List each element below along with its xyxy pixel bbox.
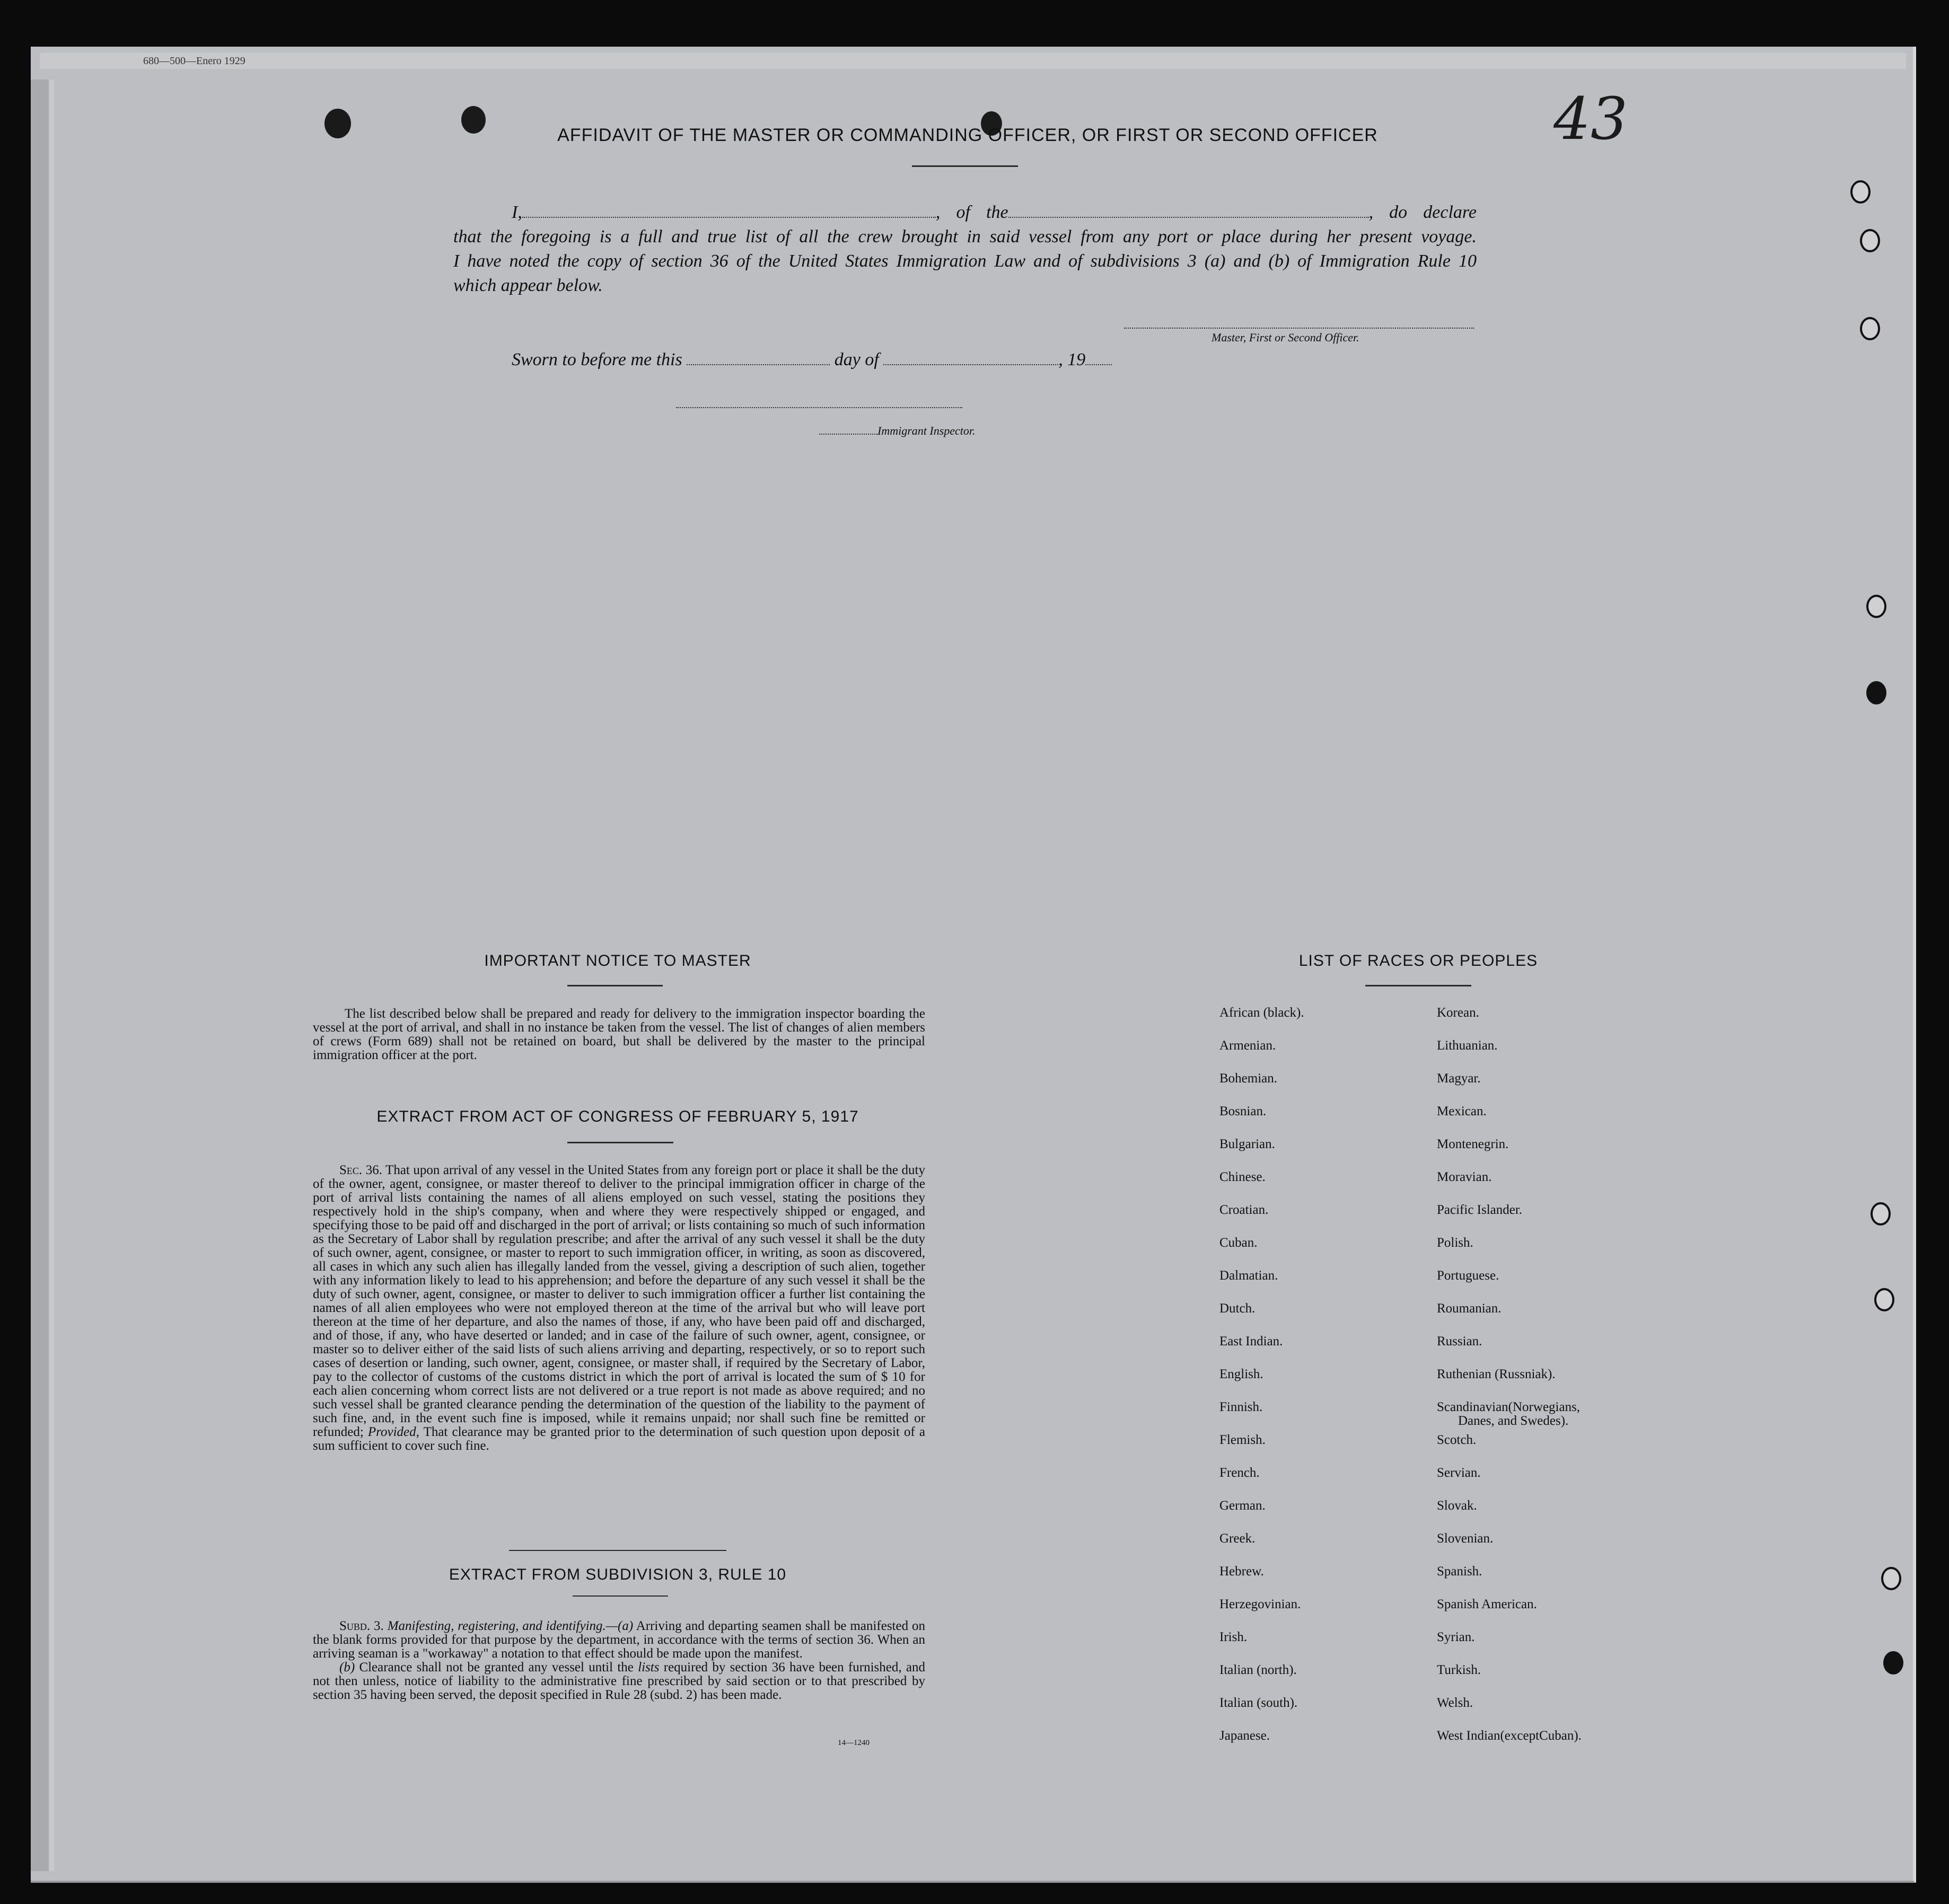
punch-hole-7	[1874, 1288, 1894, 1311]
affidavit-line-1: I, , of the , do declare	[512, 202, 1477, 222]
race-item: African (black).	[1219, 1006, 1304, 1020]
race-item: Dutch.	[1219, 1301, 1256, 1316]
races-title: LIST OF RACES OR PEOPLES	[1298, 952, 1538, 969]
race-item: Lithuanian.	[1437, 1038, 1498, 1053]
race-item: Moravian.	[1437, 1170, 1492, 1184]
affidavit-title-rule	[912, 165, 1018, 167]
punch-hole-1	[1850, 180, 1871, 204]
race-item: Italian (north).	[1219, 1663, 1297, 1677]
race-item: Turkish.	[1437, 1663, 1481, 1677]
race-item: Cuban.	[1219, 1236, 1258, 1250]
race-item: Servian.	[1437, 1466, 1481, 1480]
binder-hole-1	[324, 109, 351, 138]
race-item: Pacific Islander.	[1437, 1203, 1523, 1217]
race-item: Montenegrin.	[1437, 1137, 1509, 1151]
sworn-line: Sworn to before me this day of , 19	[512, 350, 1112, 370]
punch-hole-2	[1860, 229, 1880, 252]
race-item: East Indian.	[1219, 1334, 1283, 1348]
race-item: English.	[1219, 1367, 1263, 1381]
race-item: Irish.	[1219, 1630, 1248, 1644]
race-item: Armenian.	[1219, 1038, 1276, 1053]
race-item: Chinese.	[1219, 1170, 1266, 1184]
race-item: Scotch.	[1437, 1433, 1477, 1447]
race-item: French.	[1219, 1466, 1260, 1480]
affidavit-line-2: that the foregoing is a full and true list of all the crew brought in said vessel from any port or place during her present voyage.	[453, 227, 1477, 246]
race-item: Flemish.	[1219, 1433, 1266, 1447]
punch-hole-6	[1871, 1202, 1891, 1226]
punch-hole-9	[1883, 1651, 1903, 1674]
race-item: Korean.	[1437, 1006, 1479, 1020]
race-item: West Indian(exceptCuban).	[1437, 1729, 1582, 1743]
affidavit-line-4: which appear below.	[453, 276, 603, 295]
race-item: Dalmatian.	[1219, 1268, 1278, 1283]
race-item: Russian.	[1437, 1334, 1482, 1348]
form-code: 14—1240	[838, 1739, 870, 1747]
race-item: Scandinavian(Norwegians,	[1437, 1400, 1581, 1414]
race-item: Portuguese.	[1437, 1268, 1499, 1283]
punch-hole-4	[1866, 595, 1886, 618]
master-signature-label: Master, First or Second Officer.	[1211, 331, 1359, 344]
act-title: EXTRACT FROM ACT OF CONGRESS OF FEBRUARY 5, 1917	[376, 1108, 859, 1125]
rule-title-rule	[573, 1596, 668, 1597]
race-item: Spanish.	[1437, 1564, 1482, 1579]
inspector-signature-label: Immigrant Inspector.	[819, 424, 976, 438]
notice-title-rule	[567, 985, 663, 986]
race-item: German.	[1219, 1498, 1266, 1513]
race-item: Roumanian.	[1437, 1301, 1502, 1316]
punch-hole-8	[1881, 1567, 1901, 1590]
form-number: 680—500—Enero 1929	[143, 55, 245, 67]
race-item: Spanish American.	[1437, 1597, 1537, 1611]
rule-text: Subd. 3. Manifesting, registering, and identifying.—(a) Arriving and departing seamen shall be manifested on the blank forms provided for that purpose by the department, in accordance with the terms of section 36. When an arriving seaman is a "workaway" a notation to that effect should be made upon the manifest. (b) Clearance shall not be granted any vessel until the lists required by section 36 have been furnished, and not then unless, notice of liability to the administrative fine prescribed by said section or to that prescribed by section 35 having been served, the deposit specified in Rule 28 (subd. 2) has been made.	[313, 1619, 925, 1702]
left-binding-edge	[49, 80, 54, 1871]
rule-title: EXTRACT FROM SUBDIVISION 3, RULE 10	[449, 1566, 787, 1583]
inspector-signature-line	[676, 407, 962, 408]
race-item: Syrian.	[1437, 1630, 1475, 1644]
race-item: Italian (south).	[1219, 1696, 1298, 1710]
top-edge-strip	[40, 53, 1906, 69]
act-end-rule	[509, 1550, 726, 1551]
race-item: Croatian.	[1219, 1203, 1269, 1217]
act-text: Sec. 36. That upon arrival of any vessel in the United States from any foreign port or place it shall be the duty of the owner, agent, consignee, or master thereof to deliver to the principal immigration officer in charge of the port of arrival lists containing the names of all aliens employed on such vessel, stating the positions they respectively hold in the ship's company, when and where they were respectively shipped or engaged, and specifying those to be paid off and discharged in the port of arrival; or lists containing so much of such information as the Secretary of Labor shall by regulation prescribe; and after the arrival of any such vessel it shall be the duty of such owner, agent, consignee, or master to report to such immigration officer, in writing, as soon as discovered, all cases in which any such alien has illegally landed from the vessel, giving a description of such alien, together with any information likely to lead to his apprehension; and before the departure of any such vessel it shall be the duty of such owner, agent, consignee, or master to deliver to such immigration officer a further list containing the names of all alien employees who were not employed thereon at the time of the arrival but who will leave port thereon at the time of her departure, and also the names of those, if any, who have been paid off and discharged, and of those, if any, who have deserted or landed; and in case of the failure of such owner, agent, consignee, or master so to deliver either of the said lists of such aliens arriving and departing, respectively, or so to report such cases of desertion or landing, such owner, agent, consignee, or master shall, if required by the Secretary of Labor, pay to the collector of customs of the customs district in which the port of arrival is located the sum of $ 10 for each alien concerning whom correct lists are not delivered or a true report is not made as above required; and no such vessel shall be granted clearance pending the determination of the question of the liability to the payment of such fine, and, in the event such fine is imposed, while it remains unpaid; nor shall such fine be remitted or refunded; Provided, That clearance may be granted prior to the determination of such question upon deposit of a sum sufficient to cover such fine.	[313, 1163, 925, 1453]
race-item: Hebrew.	[1219, 1564, 1264, 1579]
affidavit-title: AFFIDAVIT OF THE MASTER OR COMMANDING OFFICER, OR FIRST OR SECOND OFFICER	[557, 125, 1378, 145]
handwritten-page-mark: 43	[1553, 85, 1628, 153]
race-item: Magyar.	[1437, 1071, 1481, 1086]
race-item-continuation: Danes, and Swedes).	[1458, 1414, 1569, 1428]
affidavit-text	[453, 200, 1477, 298]
master-signature-line	[1124, 328, 1474, 329]
binder-hole-2	[461, 106, 486, 134]
race-item: Japanese.	[1219, 1729, 1270, 1743]
race-item: Ruthenian (Russniak).	[1437, 1367, 1556, 1381]
race-item: Bulgarian.	[1219, 1137, 1275, 1151]
notice-title: IMPORTANT NOTICE TO MASTER	[484, 952, 751, 969]
punch-hole-5	[1866, 681, 1886, 704]
race-item: Slovak.	[1437, 1498, 1477, 1513]
race-item: Bosnian.	[1219, 1104, 1267, 1118]
race-item: Welsh.	[1437, 1696, 1473, 1710]
race-item: Finnish.	[1219, 1400, 1263, 1414]
race-item: Bohemian.	[1219, 1071, 1278, 1086]
left-binding-strip	[31, 80, 49, 1871]
race-item: Slovenian.	[1437, 1531, 1494, 1546]
punch-hole-3	[1860, 317, 1880, 340]
race-item: Polish.	[1437, 1236, 1473, 1250]
race-item: Greek.	[1219, 1531, 1256, 1546]
race-item: Mexican.	[1437, 1104, 1487, 1118]
notice-text: The list described below shall be prepared and ready for delivery to the immigration inspector boarding the vessel at the port of arrival, and shall in no instance be taken from the vessel. The list of changes of alien members of crews (Form 689) shall not be retained on board, but shall be delivered by the master to the principal immigration officer at the port.	[313, 1007, 925, 1062]
races-title-rule	[1365, 985, 1471, 986]
affidavit-line-3: I have noted the copy of section 36 of the United States Immigration Law and of subdivisions 3 (a) and (b) of Immigration Rule 10	[453, 251, 1477, 271]
race-item: Herzegovinian.	[1219, 1597, 1301, 1611]
act-title-rule	[567, 1142, 673, 1143]
